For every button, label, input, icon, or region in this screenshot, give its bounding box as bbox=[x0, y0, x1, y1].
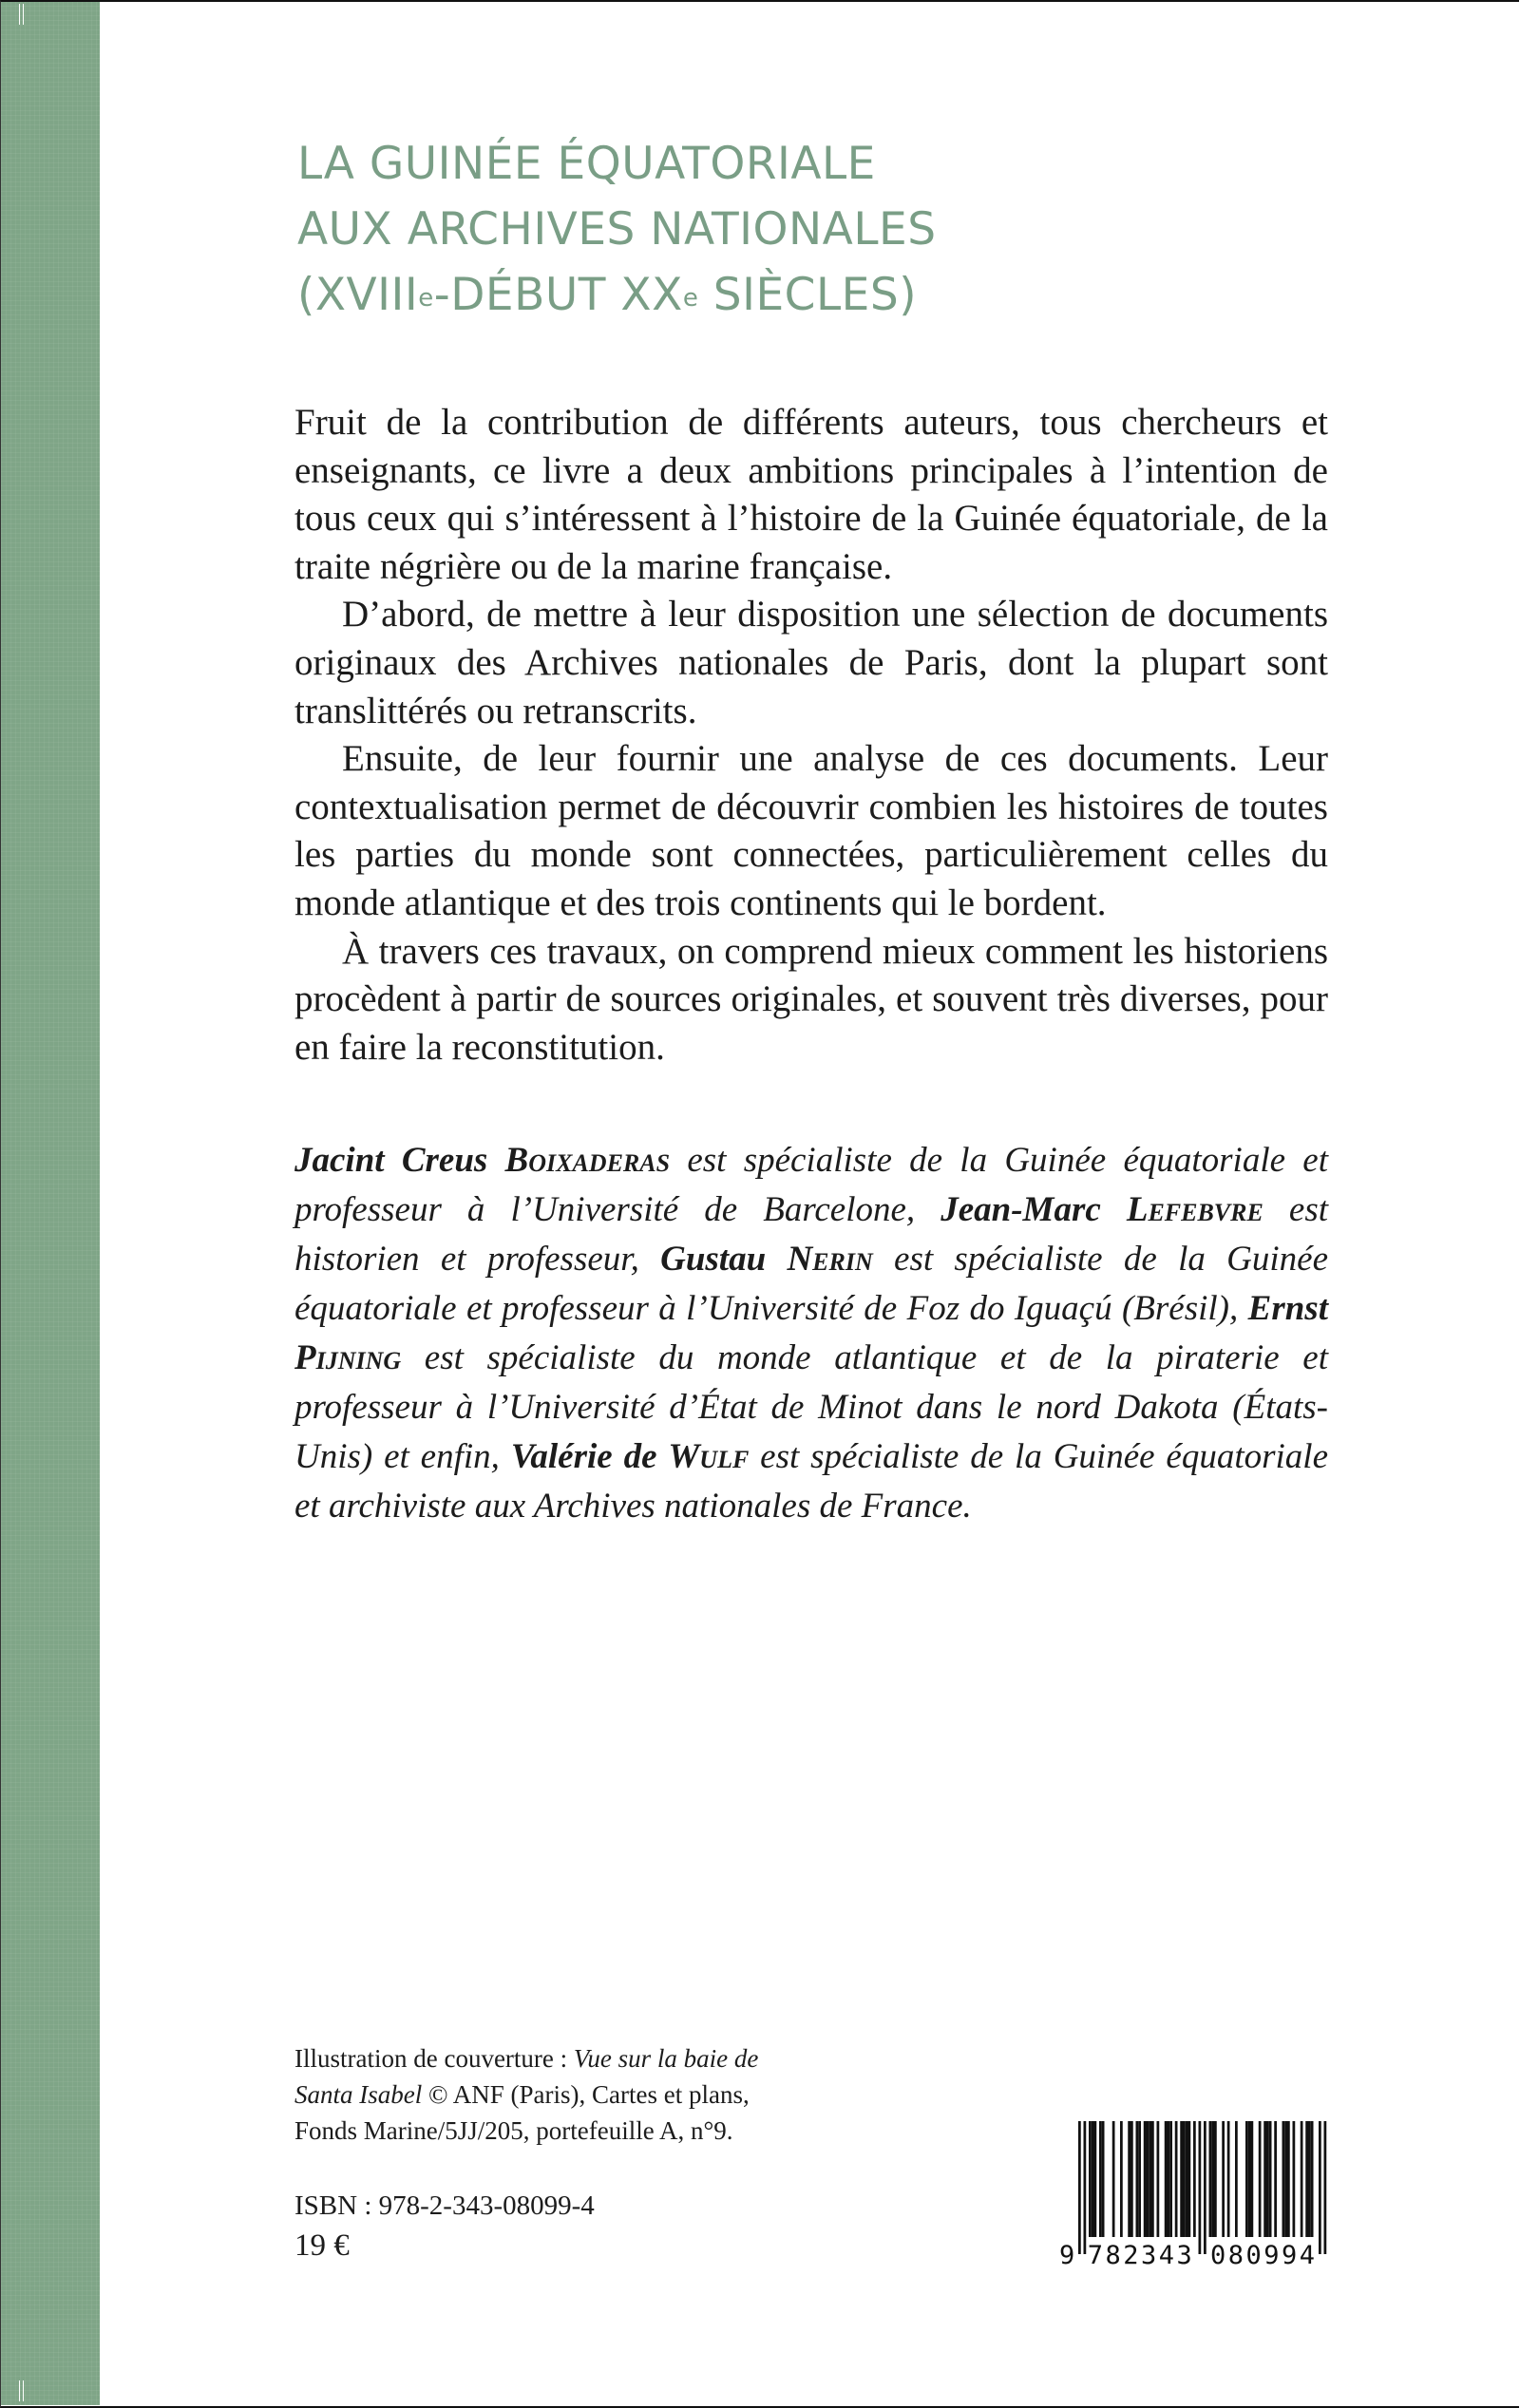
author-surname: Lefebvre bbox=[1126, 1190, 1264, 1229]
author-surname: Boixaderas bbox=[504, 1141, 671, 1180]
barcode-bar bbox=[1147, 2121, 1150, 2237]
crop-mark-bottom bbox=[19, 2380, 24, 2401]
barcode-bar bbox=[1274, 2121, 1277, 2237]
barcode-bar bbox=[1136, 2121, 1139, 2237]
author-description: est spécialiste de la Guinée équatoriale et archiviste aux Archives nationales de France. bbox=[294, 1437, 1329, 1526]
author-name: Jean-Marc bbox=[940, 1190, 1127, 1229]
credit-source: © ANF (Paris), Cartes et plans, bbox=[422, 2080, 750, 2109]
barcode-bar bbox=[1180, 2121, 1183, 2237]
price: 19 € bbox=[294, 2228, 350, 2263]
barcode-bar bbox=[1266, 2121, 1269, 2237]
barcode-bar bbox=[1193, 2121, 1196, 2237]
author-surname: Wulf bbox=[668, 1437, 750, 1476]
barcode-graphic bbox=[1057, 2121, 1333, 2268]
barcode-bar bbox=[1293, 2121, 1296, 2237]
barcode-bar bbox=[1089, 2121, 1092, 2237]
title-centuries-word: SIÈCLES) bbox=[698, 269, 918, 321]
barcode-bar bbox=[1319, 2121, 1321, 2254]
credit-line-3: Fonds Marine/5JJ/205, portefeuille A, n°9. bbox=[294, 2116, 733, 2145]
barcode-bar bbox=[1151, 2121, 1154, 2237]
title-line-2: AUX ARCHIVES NATIONALES bbox=[297, 203, 937, 256]
barcode-bar bbox=[1169, 2121, 1172, 2237]
barcode-bar bbox=[1284, 2121, 1287, 2237]
barcode-bar bbox=[1165, 2121, 1168, 2237]
barcode-bar bbox=[1245, 2121, 1248, 2237]
barcode-bar bbox=[1128, 2121, 1130, 2237]
barcode-bar bbox=[1094, 2121, 1097, 2237]
credit-work-title: Vue sur la baie de bbox=[573, 2044, 759, 2073]
book-summary bbox=[294, 399, 1328, 1071]
barcode-bar bbox=[1092, 2121, 1094, 2237]
credit-work-title: Santa Isabel bbox=[294, 2080, 423, 2109]
barcode-bar bbox=[1130, 2121, 1133, 2237]
barcode-bar bbox=[1099, 2121, 1102, 2237]
barcode-bar bbox=[1324, 2121, 1327, 2254]
barcode-bar bbox=[1214, 2121, 1217, 2237]
credit-line-2 bbox=[294, 2076, 864, 2113]
barcode-bar bbox=[1287, 2121, 1290, 2237]
barcode-bar bbox=[1084, 2121, 1087, 2254]
credit-line-1 bbox=[294, 2040, 864, 2076]
author-name: Valérie de bbox=[510, 1437, 669, 1476]
credit-label: Illustration de couverture : bbox=[294, 2044, 574, 2073]
author-bios bbox=[294, 1136, 1328, 1531]
barcode-bar bbox=[1112, 2121, 1115, 2237]
barcode-bar bbox=[1120, 2121, 1123, 2237]
barcode-bar bbox=[1157, 2121, 1160, 2237]
barcode-bar bbox=[1186, 2121, 1188, 2237]
barcode-bar bbox=[1144, 2121, 1147, 2237]
barcode-bar bbox=[1175, 2121, 1178, 2237]
crop-mark-top bbox=[19, 4, 24, 25]
barcode-bar bbox=[1209, 2121, 1212, 2237]
barcode-bar bbox=[1168, 2121, 1170, 2237]
barcode-bar bbox=[1251, 2121, 1254, 2237]
cover-spine-band bbox=[1, 2, 100, 2405]
barcode-bar bbox=[1211, 2121, 1214, 2237]
author-name: Jacint Creus bbox=[294, 1141, 505, 1180]
title-superscript: e bbox=[418, 284, 434, 313]
barcode-bar bbox=[1222, 2121, 1225, 2237]
barcode-bar bbox=[1227, 2121, 1230, 2237]
title-line-3 bbox=[297, 262, 937, 328]
barcode-digits-left: 782343 bbox=[1087, 2241, 1195, 2268]
barcode-digit-first: 9 bbox=[1059, 2241, 1077, 2268]
book-title bbox=[297, 131, 937, 328]
barcode-bar bbox=[1248, 2121, 1251, 2237]
author-name: Ernst bbox=[1247, 1289, 1328, 1328]
author-surname: Pijning bbox=[294, 1338, 402, 1377]
barcode-bar bbox=[1282, 2121, 1285, 2237]
barcode-bar bbox=[1183, 2121, 1186, 2237]
author-description: est historien et professeur, bbox=[294, 1190, 1329, 1279]
summary-paragraph: D’abord, de mettre à leur disposition une sélection de documents originaux des Archives nationales de Paris, dont la plupart sont translittérés ou retranscrits. bbox=[294, 594, 1328, 731]
barcode-bar bbox=[1149, 2121, 1151, 2237]
barcode-bar bbox=[1301, 2121, 1303, 2237]
cover-illustration-credit bbox=[294, 2040, 864, 2149]
summary-paragraph: Fruit de la contribution de différents auteurs, tous chercheurs et enseignants, ce livre a deux ambitions principales à l’intention de tous ceux qui s’intéressent à l’histoire de la Guinée équatoriale, de la traite négrière ou de la marine française. bbox=[294, 402, 1328, 587]
barcode-bar bbox=[1305, 2121, 1308, 2237]
author-description: est spécialiste du monde atlantique et de la piraterie et professeur à l’Université d’État de Minot dans le nord Dakota (États-Unis) et enfin, bbox=[294, 1338, 1328, 1476]
barcode-bar bbox=[1235, 2121, 1238, 2237]
ean-barcode bbox=[1057, 2121, 1333, 2268]
barcode-bar bbox=[1138, 2121, 1141, 2237]
title-century-end: -DÉBUT XX bbox=[433, 269, 683, 321]
title-line-1: LA GUINÉE ÉQUATORIALE bbox=[297, 138, 876, 190]
title-century-start: (XVIII bbox=[297, 269, 419, 321]
barcode-bar bbox=[1199, 2121, 1202, 2254]
barcode-bar bbox=[1269, 2121, 1272, 2237]
barcode-bar bbox=[1259, 2121, 1262, 2237]
barcode-bar bbox=[1188, 2121, 1191, 2237]
author-description: est spécialiste de la Guinée équatoriale et professeur à l’Université de Foz do Iguaçú (Brésil), bbox=[294, 1240, 1328, 1328]
barcode-digits-right: 080994 bbox=[1209, 2241, 1318, 2268]
title-superscript: e bbox=[682, 284, 699, 313]
barcode-bar bbox=[1102, 2121, 1105, 2237]
author-name: Gustau bbox=[660, 1240, 788, 1279]
author-description: est spécialiste de la Guinée équatoriale et professeur à l’Université de Barcelone, bbox=[294, 1141, 1328, 1229]
isbn: ISBN : 978-2-343-08099-4 bbox=[294, 2190, 595, 2221]
barcode-bar bbox=[1264, 2121, 1266, 2237]
author-surname: Nerin bbox=[787, 1240, 873, 1279]
barcode-bar bbox=[1311, 2121, 1314, 2237]
summary-paragraph: À travers ces travaux, on comprend mieux comment les historiens procèdent à partir de sources originales, et souvent très diverses, pour en faire la reconstitution. bbox=[294, 930, 1328, 1068]
summary-paragraph: Ensuite, de leur fournir une analyse de ces documents. Leur contextualisation permet de découvrir combien les histoires de toutes les parties du monde sont connectées, particulièrement celles du monde atlantique et des trois continents qui le bordent. bbox=[294, 738, 1328, 923]
barcode-bar bbox=[1204, 2121, 1206, 2254]
barcode-bar bbox=[1308, 2121, 1311, 2237]
barcode-bar bbox=[1078, 2121, 1081, 2254]
